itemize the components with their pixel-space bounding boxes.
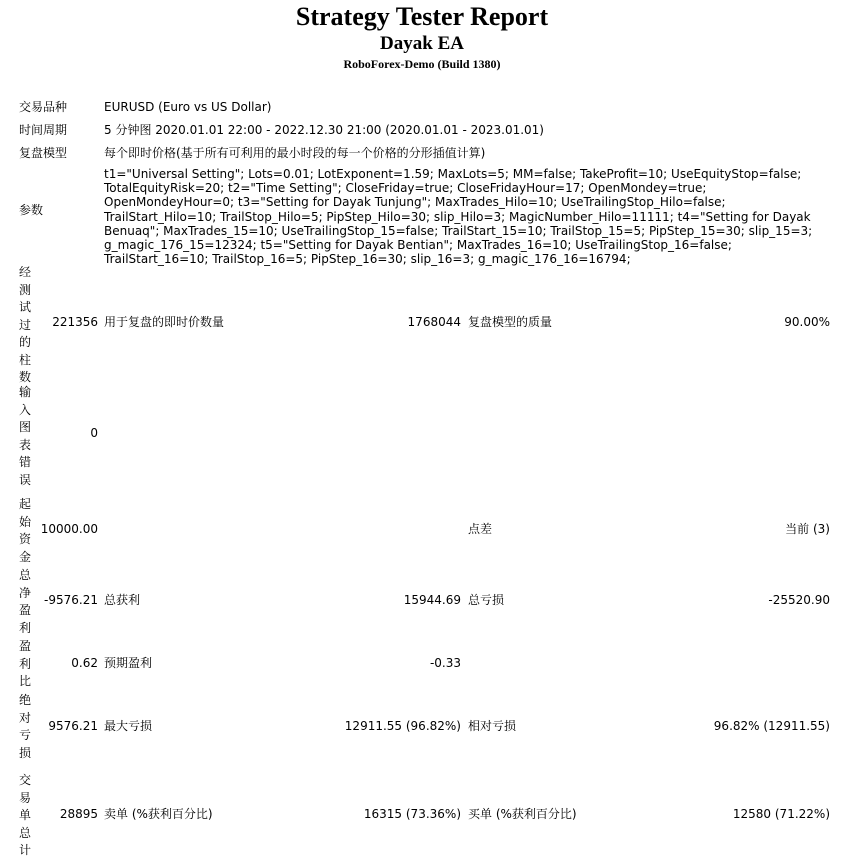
model-value: 每个即时价格(基于所有可利用的最小时段的每一个价格的分形插值计算) bbox=[104, 146, 486, 160]
short-value: 16315 (73.36%) bbox=[363, 807, 461, 821]
period-value: 5 分钟图 2020.01.01 22:00 - 2022.12.30 21:00 (2020.01.01 - 2023.01.01) bbox=[104, 123, 544, 137]
net-label: 总净盈利 bbox=[19, 568, 32, 635]
quality-value: 90.00% bbox=[784, 315, 830, 329]
expected-value: -0.33 bbox=[429, 656, 461, 670]
rel-dd-value: 96.82% (12911.55) bbox=[713, 719, 830, 733]
deposit-label: 起始资金 bbox=[19, 497, 32, 564]
pf-value: 0.62 bbox=[71, 656, 98, 670]
errors-label: 输入图表错误 bbox=[19, 385, 32, 487]
max-dd-value: 12911.55 (96.82%) bbox=[344, 719, 461, 733]
expected-label: 预期盈利 bbox=[104, 656, 153, 670]
spread-label: 点差 bbox=[468, 522, 493, 536]
short-label: 卖单 (%获利百分比) bbox=[104, 807, 213, 821]
broker-name: RoboForex-Demo (Build 1380) bbox=[343, 57, 501, 71]
period-label: 时间周期 bbox=[19, 123, 68, 137]
params-label: 参数 bbox=[19, 203, 44, 217]
symbol-value: EURUSD (Euro vs US Dollar) bbox=[104, 100, 272, 114]
bars-label: 经测试过的柱数 bbox=[19, 265, 32, 384]
report-title: Strategy Tester Report bbox=[295, 2, 549, 31]
long-label: 买单 (%获利百分比) bbox=[468, 807, 577, 821]
errors-value: 0 bbox=[90, 426, 98, 440]
bars-value: 221356 bbox=[52, 315, 98, 329]
trades-label: 交易单总计 bbox=[19, 773, 32, 857]
ticks-value: 1768044 bbox=[407, 315, 461, 329]
params-value: t1="Universal Setting"; Lots=0.01; LotExponent=1.59; MaxLots=5; MM=false; TakeProfit=10; UseEquityStop=false; TotalEquityRisk=20; t2="Time Setting"; CloseFriday=true; CloseFridayHour=17; OpenMondey=true; OpenMondeyHour=0; t3="Setting for Dayak Tunjung"; MaxTrades_Hilo=10; UseTrailingStop_Hilo=false; TrailStart_Hilo=10; TrailStop_Hilo=5; PipStep_Hilo=30; slip_Hilo=3; MagicNumber_Hilo=11111; t4="Setting for Dayak Benuaq"; MaxTrades_15=10; UseTrailingStop_15=false; TrailStart_15=10; TrailStop_15=5; PipStep_15=30; slip_15=3; g_magic_176_15=12324; t5="Setting for Dayak Bentian"; MaxTrades_16=10; UseTrailingStop_16=false; TrailStart_16=10; TrailStop_16=5; PipStep_16=30; slip_16=3; g_magic_176_16=16794; bbox=[104, 167, 813, 267]
net-value: -9576.21 bbox=[44, 593, 98, 607]
quality-label: 复盘模型的质量 bbox=[468, 315, 553, 329]
max-dd-label: 最大亏损 bbox=[104, 719, 153, 733]
gross-loss-label: 总亏损 bbox=[468, 593, 505, 607]
deposit-value: 10000.00 bbox=[40, 522, 98, 536]
spread-value: 当前 (3) bbox=[785, 522, 830, 536]
abs-dd-value: 9576.21 bbox=[48, 719, 98, 733]
pf-label: 盈利比 bbox=[19, 639, 32, 688]
ea-name: Dayak EA bbox=[380, 33, 464, 54]
symbol-label: 交易品种 bbox=[19, 100, 68, 114]
model-label: 复盘模型 bbox=[19, 146, 68, 160]
gross-profit-value: 15944.69 bbox=[403, 593, 461, 607]
gross-loss-value: -25520.90 bbox=[768, 593, 830, 607]
abs-dd-label: 绝对亏损 bbox=[19, 693, 32, 760]
gross-profit-label: 总获利 bbox=[104, 593, 141, 607]
trades-value: 28895 bbox=[59, 807, 98, 821]
rel-dd-label: 相对亏损 bbox=[468, 719, 517, 733]
long-value: 12580 (71.22%) bbox=[732, 807, 830, 821]
ticks-label: 用于复盘的即时价数量 bbox=[104, 315, 225, 329]
